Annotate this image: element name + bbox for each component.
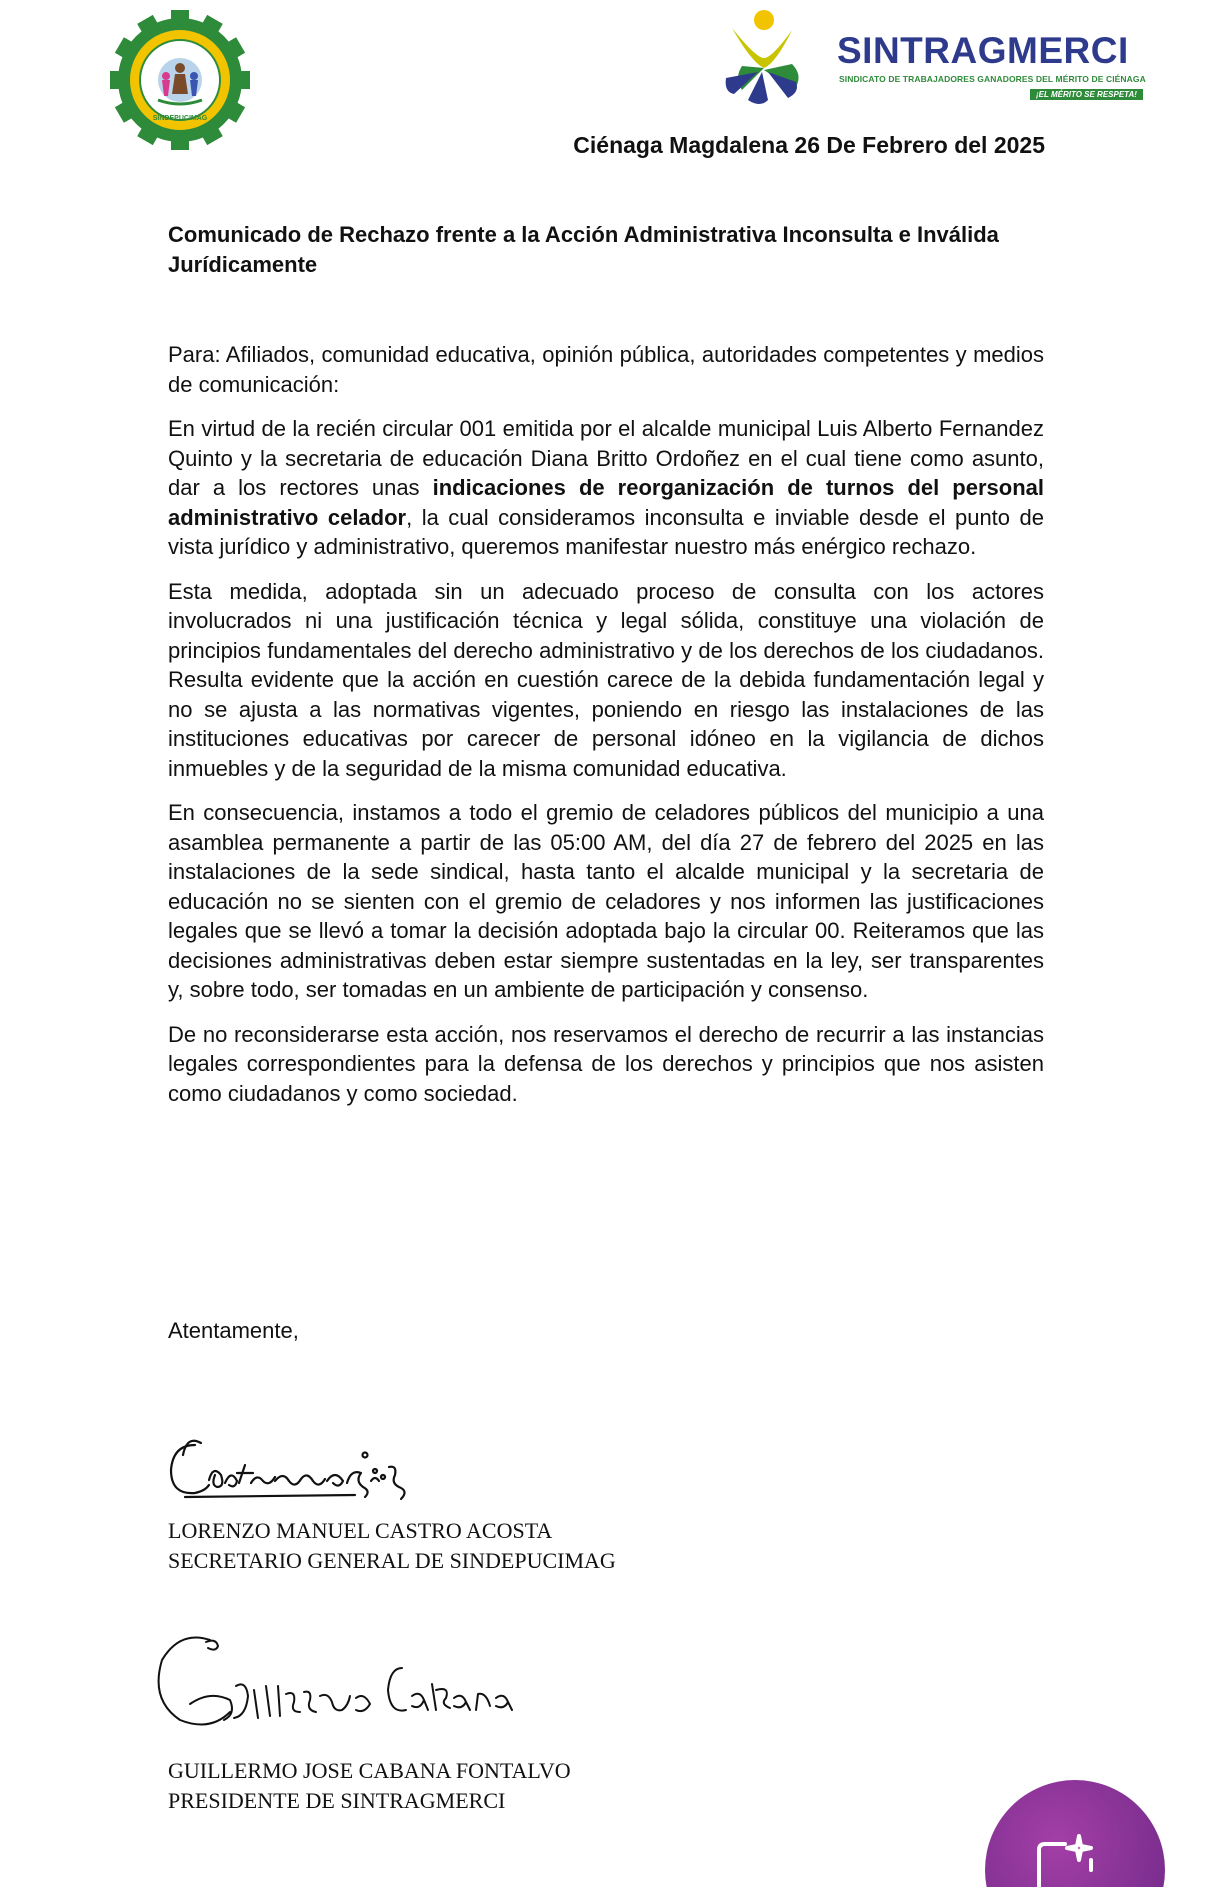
signature-cabana-image xyxy=(150,1620,570,1740)
sintragmerci-name: SINTRAGMERCI xyxy=(837,30,1129,71)
paragraph-recipients: Para: Afiliados, comunidad educativa, opinión pública, autoridades competentes y medios de comunicación: xyxy=(168,342,1044,397)
sintragmerci-subtitle: SINDICATO DE TRABAJADORES GANADORES DEL MÉRITO DE CIÉNAGA xyxy=(839,74,1146,84)
closing-salutation: Atentamente, xyxy=(168,1318,299,1343)
signer-cabana-name: GUILLERMO JOSE CABANA FONTALVO xyxy=(168,1758,571,1783)
document-body xyxy=(168,340,1044,1123)
document-title: Comunicado de Rechazo frente a la Acción Administrativa Inconsulta e Inválida Jurídicamente xyxy=(168,222,999,277)
signer-cabana-role: PRESIDENTE DE SINTRAGMERCI xyxy=(168,1788,506,1813)
sindepucimag-logo-text: SINDEPUCIMAG xyxy=(152,115,208,122)
sindepucimag-logo xyxy=(110,10,250,150)
signature-castro-image xyxy=(165,1425,465,1515)
paragraph-reservation: De no reconsiderarse esta acción, nos reservamos el derecho de recurrir a las instancias legales correspondientes para la defensa de los derechos y principios que nos asisten como ciudadanos y como sociedad. xyxy=(168,1021,1044,1106)
paragraph-circular xyxy=(168,414,1044,562)
paragraph-assembly: En consecuencia, instamos a todo el gremio de celadores públicos del municipio a una asamblea permanente a partir de las 05:00 AM, del día 27 de febrero del 2025 en las instalaciones de la sede sindical, hasta tanto el alcalde municipal y la secretaria de educación no se sienten con el gremio de celadores y nos informen las justificaciones legales que se llevó a tomar la decisión adoptada bajo la circular 00. Reiteramos que las decisiones administrativas deben estar siempre sustentadas en la ley, ser transparentes y, sobre todo, ser tomadas en un ambiente de participación y consenso. xyxy=(168,800,1044,1002)
paragraph-measure: Esta medida, adoptada sin un adecuado proceso de consulta con los actores involucrados ni una justificación técnica y legal sólida, constituye una violación de principios fundamentales del derecho administrativo y de los derechos de los ciudadanos. Resulta evidente que la acción en cuestión carece de la debida fundamentación legal y no se ajusta a las normativas vigentes, poniendo en riesgo las instalaciones de las instituciones educativas por carecer de personal idóneo en la vigilancia de dichos inmuebles y de la seguridad de la misma comunidad educativa. xyxy=(168,578,1044,781)
magic-edit-button[interactable] xyxy=(985,1780,1165,1887)
signer-castro xyxy=(168,1516,616,1576)
paragraph-circular-bold: indicaciones de reorganización de turnos del personal administrativo celador xyxy=(168,475,1044,530)
magic-edit-icon xyxy=(1035,1830,1105,1887)
sintragmerci-slogan: ¡EL MÉRITO SE RESPETA! xyxy=(1030,89,1143,100)
document-date: Ciénaga Magdalena 26 De Febrero del 2025 xyxy=(573,132,1045,158)
sintragmerci-logo-icon xyxy=(712,8,832,118)
paragraph-circular-text-a: En virtud de la recién circular 001 emitida por el alcalde municipal Luis Alberto Fernandez Quinto y la secretaria de educación Diana Britto Ordoñez en el cual tiene como asunto, dar a los rectores unas xyxy=(168,416,1044,500)
signer-castro-name: LORENZO MANUEL CASTRO ACOSTA xyxy=(168,1518,553,1543)
signer-castro-role: SECRETARIO GENERAL DE SINDEPUCIMAG xyxy=(168,1548,616,1573)
paragraph-circular-text-b: , la cual consideramos inconsulta e inviable desde el punto de vista jurídico y administrativo, queremos manifestar nuestro más enérgico rechazo. xyxy=(168,504,1044,559)
signer-cabana xyxy=(168,1756,571,1816)
sindepucimag-seal-icon xyxy=(110,10,250,150)
sintragmerci-logo xyxy=(712,8,1152,118)
